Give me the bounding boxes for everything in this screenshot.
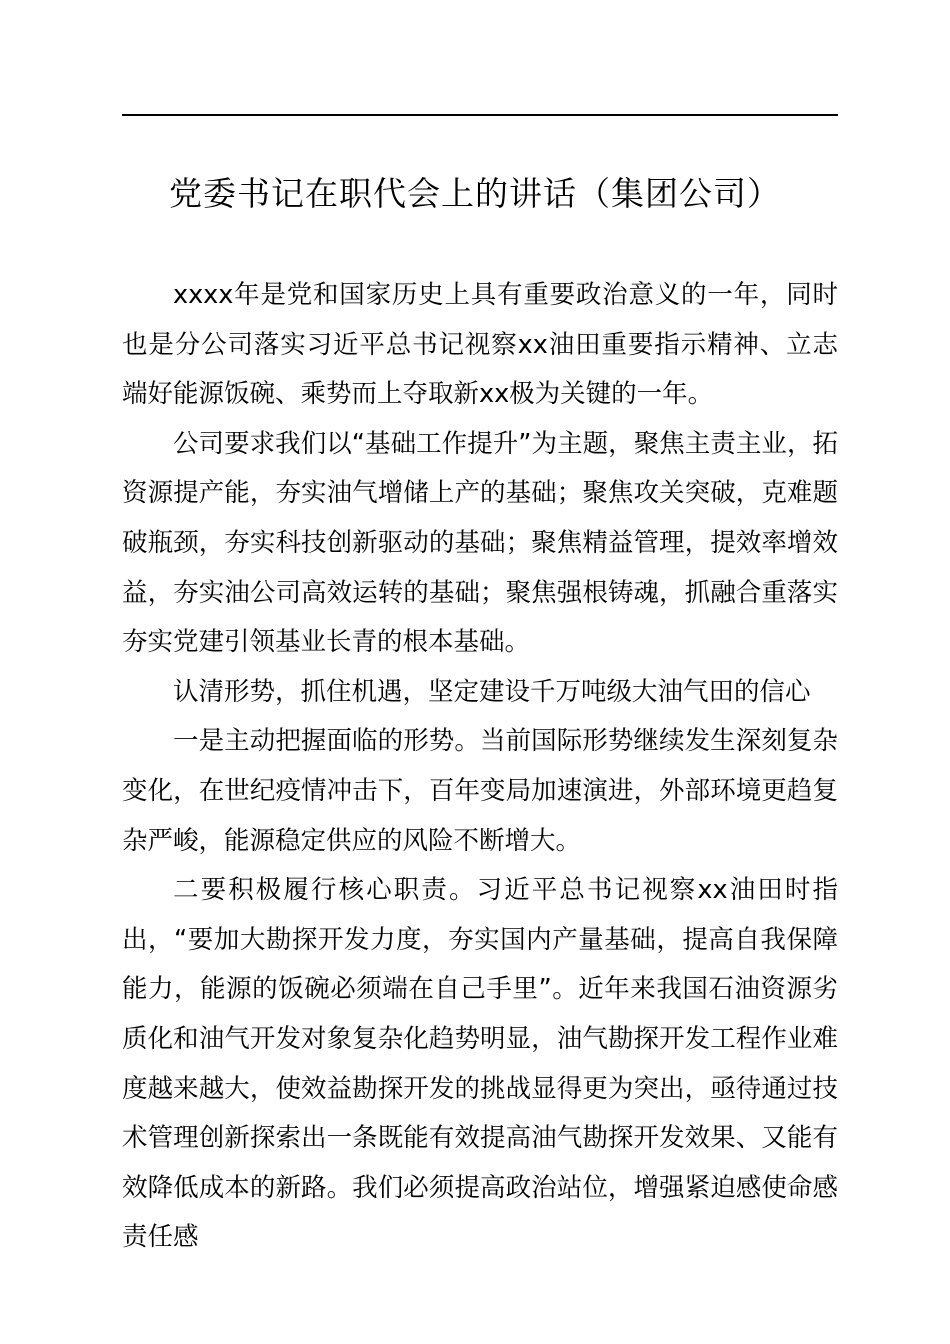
paragraph-point-two: 二要积极履行核心职责。习近平总书记视察xx油田时指出，“要加大勘探开发力度，夯实国内产量基础，提高自我保障能力，能源的饭碗必须端在自己手里”。近年来我国石油资源劣质化和油气开发对象复杂化趋势明显，油气勘探开发工程作业难度越来越大，使效益勘探开发的挑战显得更为突出，亟待通过技术管理创新探索出一条既能有效提高油气勘探开发效果、又能有效降低成本的新路。我们必须提高政治站位，增强紧迫感使命感责任感 <box>122 875 838 1253</box>
section-heading: 认清形势，抓住机遇，坚定建设千万吨级大油气田的信心 <box>173 676 811 707</box>
document-body <box>122 271 838 1263</box>
paragraph-point-one: 一是主动把握面临的形势。当前国际形势继续发生深刻复杂变化，在世纪疫情冲击下，百年变局加速演进，外部环境更趋复杂严峻，能源稳定供应的风险不断增大。 <box>122 726 838 856</box>
paragraph-company-requirements: 公司要求我们以“基础工作提升”为主题，聚焦主责主业，拓资源提产能，夯实油气增储上产的基础；聚焦攻关突破，克难题破瓶颈，夯实科技创新驱动的基础；聚焦精益管理，提效率增效益，夯实油公司高效运转的基础；聚焦强根铸魂，抓融合重落实夯实党建引领基业长青的根本基础。 <box>122 428 838 658</box>
paragraph-intro: xxxx年是党和国家历史上具有重要政治意义的一年，同时也是分公司落实习近平总书记视察xx油田重要指示精神、立志端好能源饭碗、乘势而上夺取新xx极为关键的一年。 <box>122 280 838 410</box>
header-rule <box>122 114 838 116</box>
document-title: 党委书记在职代会上的讲话（集团公司） <box>169 174 781 213</box>
